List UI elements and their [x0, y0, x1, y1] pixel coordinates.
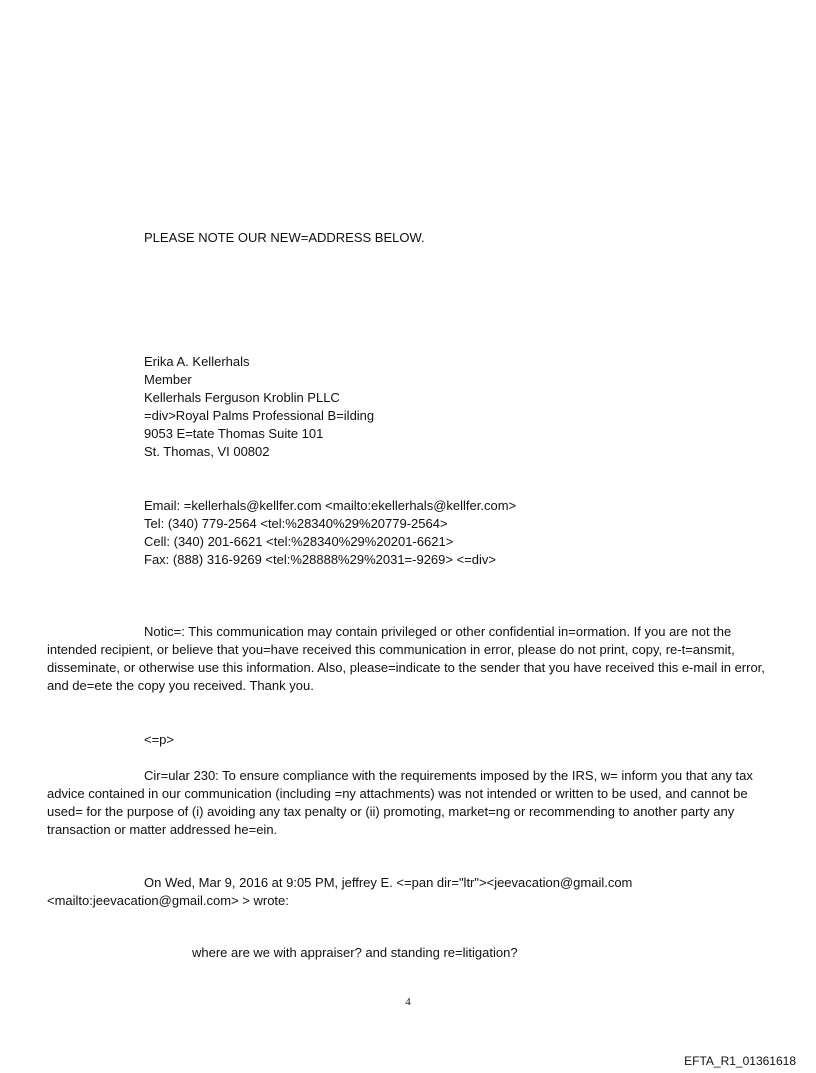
page-number: 4 [405, 996, 411, 1008]
signature-city: St. Thomas, VI 00802 [144, 444, 270, 459]
signature-building: =div>Royal Palms Professional B=ilding [144, 408, 375, 423]
signature-street: 9053 E=tate Thomas Suite 101 [144, 426, 324, 441]
quote-header-text: On Wed, Mar 9, 2016 at 9:05 PM, jeffrey E. <=pan dir="ltr"><jeevacation@gmail.com <mailto:jeevacation@gmail.com> > wrote: [47, 875, 633, 908]
circular-230-notice [47, 767, 767, 839]
confidentiality-notice [47, 623, 767, 695]
contact-fax: Fax: (888) 316-9269 <tel:%28888%29%2031=-9269> <=div> [144, 552, 496, 567]
quote-header [47, 874, 767, 910]
contact-cell: Cell: (340) 201-6621 <tel:%28340%29%20201-6621> [144, 534, 454, 549]
quoted-message: where are we with appraiser? and standing re=litigation? [192, 945, 518, 960]
signature-firm: Kellerhals Ferguson Kroblin PLLC [144, 390, 340, 405]
address-notice: PLEASE NOTE OUR NEW=ADDRESS BELOW. [144, 230, 425, 245]
circular-230-text: Cir=ular 230: To ensure compliance with the requirements imposed by the IRS, w= inform you that any tax advice contained in our communication (including =ny attachments) was not intended or written to be used, and cannot be used= for the purpose of (i) avoiding any tax penalty or (ii) promoting, market=ng or recommending to another party any transaction or matter addressed he=ein. [47, 768, 753, 837]
signature-title: Member [144, 372, 192, 387]
p-tag-line: <=p> [144, 732, 175, 747]
confidentiality-notice-text: Notic=: This communication may contain privileged or other confidential in=ormation. If you are not the intended recipient, or believe that you=have received this communication in error, please do not print, copy, re-t=ansmit, disseminate, or otherwise use this information. Also, please=indicate to the sender that you have received this e-mail in error, and de=ete the copy you received. Thank you. [47, 624, 765, 693]
signature-name: Erika A. Kellerhals [144, 354, 250, 369]
bates-number: EFTA_R1_01361618 [684, 1054, 796, 1068]
contact-email: Email: =kellerhals@kellfer.com <mailto:ekellerhals@kellfer.com> [144, 498, 517, 513]
contact-tel: Tel: (340) 779-2564 <tel:%28340%29%20779-2564> [144, 516, 448, 531]
